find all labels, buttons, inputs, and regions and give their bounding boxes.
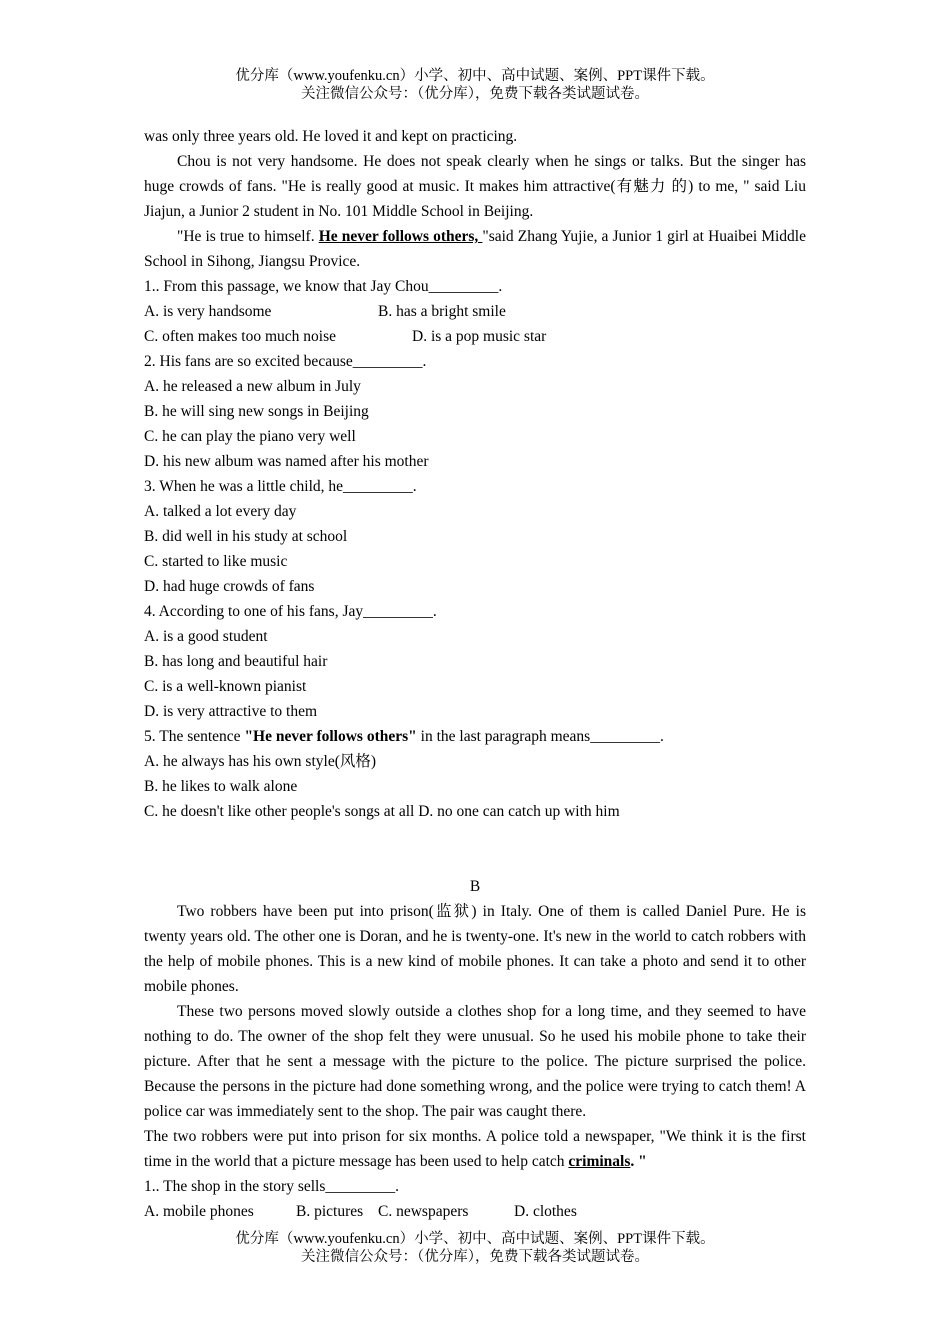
option-c-d: C. he doesn't like other people's songs at all D. no one can catch up with him: [144, 803, 620, 820]
passage-b-paragraph-1: Two robbers have been put into prison(监狱) in Italy. One of them is called Daniel Pure. He is twenty years old. The other one is Doran, and he is twenty-one. It's new in the world to catch robbers with the help of mobile phones. This is a new kind of mobile phones. It can take a photo and send it to other mobile phones.: [144, 903, 806, 995]
q5-quoted-sentence: "He never follows others": [244, 728, 417, 745]
option-d: D. had huge crowds of fans: [144, 578, 315, 595]
header-line-2: 关注微信公众号：（优分库），免费下载各类试题试卷。: [301, 86, 649, 102]
option-a: A. mobile phones: [144, 1203, 254, 1220]
question-stem: 3. When he was a little child, he_________.: [144, 478, 417, 495]
option-row: [144, 324, 806, 349]
q5-stem-lead: 5. The sentence: [144, 728, 245, 745]
option-c: C. often makes too much noise: [144, 328, 336, 345]
option-a: A. he released a new album in July: [144, 378, 361, 395]
option-b: B. has long and beautiful hair: [144, 653, 328, 670]
option-row: [144, 1199, 806, 1224]
passage-a-paragraph-2: [144, 224, 806, 274]
passage-b-paragraph-2: These two persons moved slowly outside a clothes shop for a long time, and they seemed to have nothing to do. The owner of the shop felt they were unusual. So he used his mobile phone to take their picture. After that he sent a message with the picture to the police. The picture surprised the police. Because the persons in the picture had done something wrong, and the police were trying to catch them! A police car was immediately sent to the shop. The pair was caught there.: [144, 1003, 806, 1120]
question-stem: 1.. The shop in the story sells_________.: [144, 1178, 400, 1195]
option-a: A. is a good student: [144, 628, 268, 645]
question-stem: 1.. From this passage, we know that Jay Chou_________.: [144, 278, 503, 295]
question-stem: 2. His fans are so excited because_________.: [144, 353, 427, 370]
paragraph-2-lead: "He is true to himself.: [177, 228, 319, 245]
header-line-1: 优分库（www.youfenku.cn）小学、初中、高中试题、案例、PPT课件下载。: [235, 68, 715, 84]
option-d: D. clothes: [514, 1203, 577, 1220]
section-label-b: B: [469, 878, 481, 895]
footer-line-1: 优分库（www.youfenku.cn）小学、初中、高中试题、案例、PPT课件下载。: [235, 1231, 715, 1247]
option-b: B. he likes to walk alone: [144, 778, 298, 795]
option-b: B. pictures: [296, 1203, 364, 1220]
page-header: [0, 67, 950, 103]
page-footer: [0, 1230, 950, 1266]
paragraph-3-tail: . ": [630, 1153, 647, 1170]
question-stem: 4. According to one of his fans, Jay_________.: [144, 603, 437, 620]
passage-b-paragraph-3: [144, 1124, 806, 1174]
passage-a-paragraph-0: was only three years old. He loved it and kept on practicing.: [144, 128, 518, 145]
section-gap: [144, 824, 806, 874]
option-d: D. his new album was named after his mother: [144, 453, 429, 470]
highlighted-sentence: He never follows others,: [318, 228, 483, 245]
passage-a-paragraph-1: Chou is not very handsome. He does not speak clearly when he sings or talks. But the singer has huge crowds of fans. "He is really good at music. It makes him attractive(有魅力 的) to me, " said Liu Jiajun, a Junior 2 student in No. 101 Middle School in Beijing.: [144, 153, 806, 220]
option-a: A. talked a lot every day: [144, 503, 297, 520]
option-b: B. he will sing new songs in Beijing: [144, 403, 369, 420]
paragraph-3-lead: The two robbers were put into prison for six months. A police told a newspaper, "We think it is the first time in the world that a picture message has been used to help catch: [144, 1128, 806, 1170]
option-d: D. is very attractive to them: [144, 703, 318, 720]
option-b: B. has a bright smile: [378, 303, 506, 320]
paragraph-2-tail: "said Zhang Yujie, a Junior 1 girl at Huaibei Middle School in Sihong, Jiangsu Provice.: [144, 228, 806, 270]
option-a: A. is very handsome: [144, 303, 272, 320]
footer-line-2: 关注微信公众号：（优分库），免费下载各类试题试卷。: [301, 1249, 649, 1265]
option-a: A. he always has his own style(风格): [144, 753, 377, 770]
q5-stem-tail: in the last paragraph means_________.: [416, 728, 664, 745]
document-body: [144, 124, 806, 1224]
question-stem: [144, 724, 806, 749]
option-c: C. is a well-known pianist: [144, 678, 307, 695]
option-d: D. is a pop music star: [412, 328, 547, 345]
highlighted-word: criminals: [568, 1153, 631, 1170]
option-row: [144, 299, 806, 324]
option-c: C. he can play the piano very well: [144, 428, 356, 445]
option-b: B. did well in his study at school: [144, 528, 348, 545]
option-c: C. newspapers: [378, 1203, 469, 1220]
option-c: C. started to like music: [144, 553, 288, 570]
